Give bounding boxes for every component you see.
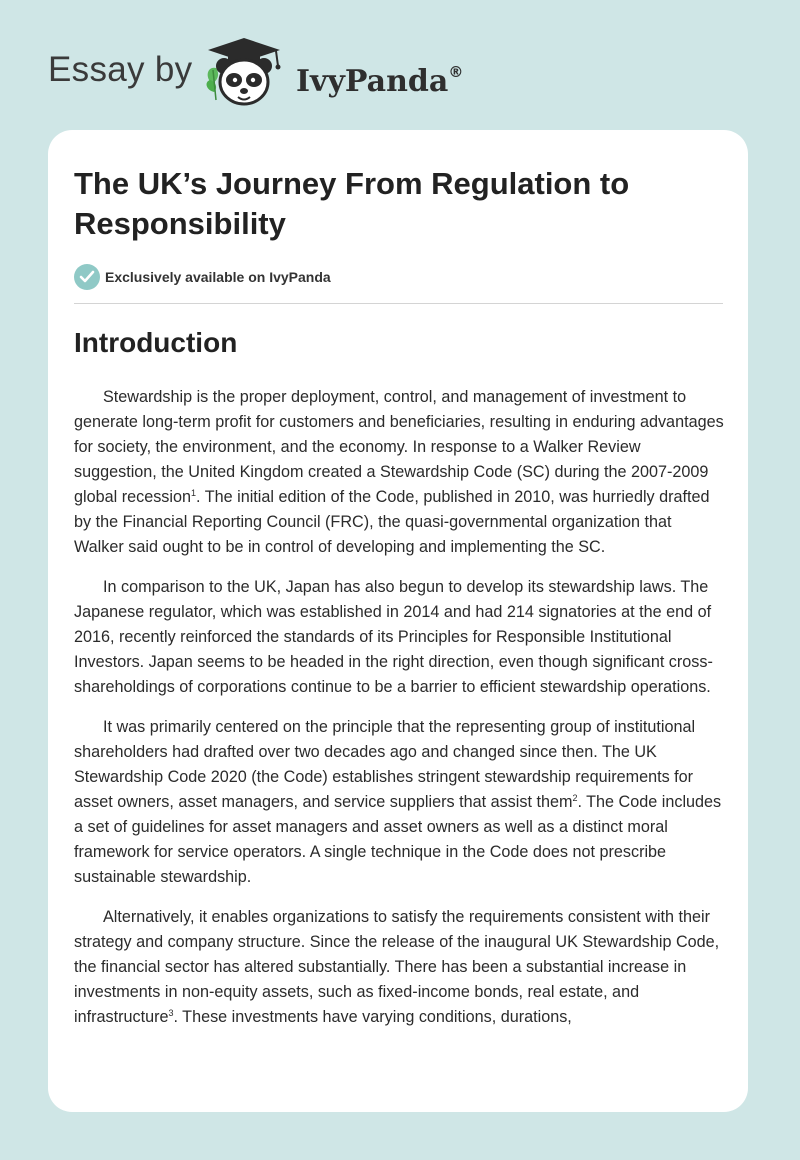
footnote-3[interactable]: 3 (168, 1008, 174, 1018)
paragraph-2 (74, 575, 724, 700)
section-heading: Introduction (74, 327, 238, 358)
paragraph-4-text: Alternatively, it enables organizations to satisfy the requirements consistent with their strategy and company structure. Since the release of the inaugural UK Stewardship Code, the financial sector has altered substantially. There has been a substantial increase in investments in non-equity assets, such as fixed-income bonds, real estate, and infrastructure (74, 908, 720, 1026)
essay-by-label: Essay by (48, 50, 193, 89)
paragraph-3-text-cont: . The Code includes a set of guidelines for asset managers and asset owners as well as a distinct moral framework for service operators. A single technique in the Code does not prescribe sustainable stewardship. (74, 793, 722, 886)
site-header (48, 36, 488, 110)
paragraph-3 (74, 715, 724, 890)
paragraph-4-text-cont: . These investments have varying conditions, durations, (173, 1008, 572, 1026)
paragraph-3-text: It was primarily centered on the principle that the representing group of institutional shareholders had drafted over two decades ago and changed since then. The UK Stewardship Code 2020 (the Code) establishes stringent stewardship requirements for asset owners, asset managers, and service suppliers that assist them (74, 718, 696, 811)
essay-body (74, 385, 724, 1045)
paragraph-2-text: In comparison to the UK, Japan has also begun to develop its stewardship laws. The Japanese regulator, which was established in 2014 and had 214 signatories at the end of 2016, recently reinforced the standards of its Principles for Responsible Institutional Investors. Japan seems to be headed in the right direction, even though significant cross-shareholdings of corporations continue to be a barrier to efficient stewardship operations. (74, 578, 713, 696)
title-divider (74, 303, 723, 304)
essay-title: The UK’s Journey From Regulation to Responsibility (74, 166, 630, 241)
ivypanda-wordmark[interactable] (296, 54, 463, 100)
paragraph-1-text: Stewardship is the proper deployment, control, and management of investment to generate long-term profit for customers and beneficiaries, resulting in enduring advantages for society, the environment, and the economy. In response to a Walker Review suggestion, the United Kingdom created a Stewardship Code (SC) during the 2007-2009 global recession (74, 388, 724, 506)
exclusive-badge-text: Exclusively available on IvyPanda (105, 269, 331, 285)
paragraph-1 (74, 385, 724, 560)
exclusive-badge (74, 264, 331, 290)
footnote-2[interactable]: 2 (572, 793, 578, 803)
paragraph-1-text-cont: . The initial edition of the Code, published in 2010, was hurriedly drafted by the Financial Reporting Council (FRC), the quasi-governmental organization that Walker said ought to be in control of developing and implementing the SC. (74, 488, 710, 556)
check-icon (74, 264, 100, 290)
footnote-1[interactable]: 1 (190, 488, 196, 498)
registered-mark: ® (448, 63, 464, 81)
paragraph-4 (74, 905, 724, 1030)
panda-graduate-icon[interactable] (200, 36, 290, 110)
brand-name-text: IvyPanda (296, 64, 449, 99)
essay-card (48, 130, 748, 1112)
